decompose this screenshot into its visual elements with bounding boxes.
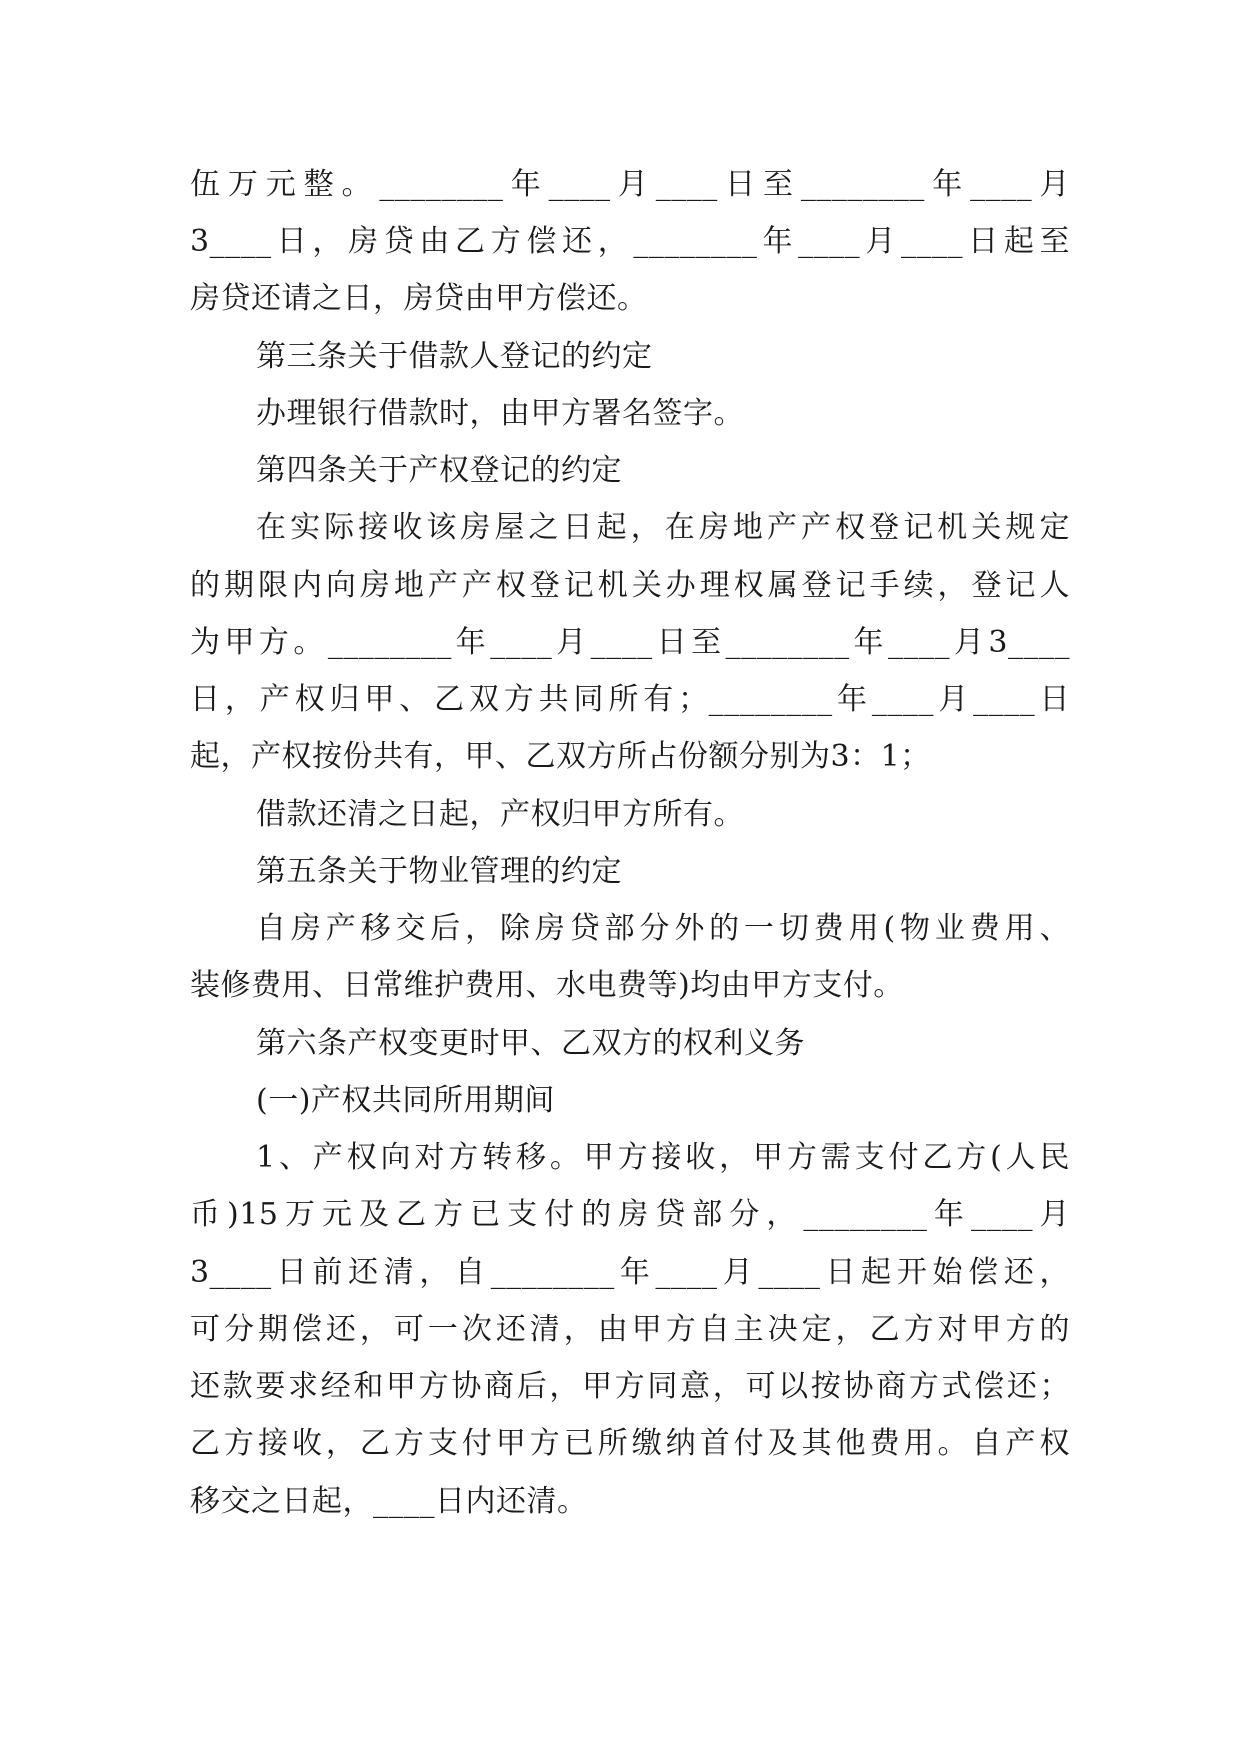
text-line: 起，产权按份共有，甲、乙双方所占份额分别为3：1； xyxy=(190,739,931,774)
text-line: 1、产权向对方转移。甲方接收，甲方需支付乙方(人民 xyxy=(256,1140,1070,1175)
text-line: 日，产权归甲、乙双方共同所有；________年____月____日 xyxy=(190,682,1070,717)
text-line: 3____日前还清，自________年____月____日起开始偿还， xyxy=(190,1255,1070,1290)
text-line: 自房产移交后，除房贷部分外的一切费用(物业费用、 xyxy=(256,911,1070,946)
text-line: 可分期偿还，可一次还清，由甲方自主决定，乙方对甲方的 xyxy=(190,1312,1070,1347)
text-line: 装修费用、日常维护费用、水电费等)均由甲方支付。 xyxy=(190,968,904,1003)
text-line: 币)15万元及乙方已支付的房贷部分，________年____月 xyxy=(190,1197,1070,1232)
text-line: 办理银行借款时，由甲方署名签字。 xyxy=(256,396,744,431)
text-line: 乙方接收，乙方支付甲方已所缴纳首付及其他费用。自产权 xyxy=(190,1426,1070,1461)
section-heading-3: 第三条关于借款人登记的约定 xyxy=(256,339,653,374)
text-line: 3____日，房贷由乙方偿还，________年____月____日起至 xyxy=(190,224,1070,259)
section-heading-5: 第五条关于物业管理的约定 xyxy=(256,854,622,889)
text-line: 还款要求经和甲方协商后，甲方同意，可以按协商方式偿还； xyxy=(190,1369,1070,1404)
text-line: 为甲方。________年____月____日至________年____月3____ xyxy=(190,625,1070,660)
section-heading-4: 第四条关于产权登记的约定 xyxy=(256,453,622,488)
text-line: 伍万元整。________年____月____日至________年____月 xyxy=(190,167,1070,202)
text-line: 房贷还请之日，房贷由甲方偿还。 xyxy=(190,281,648,316)
text-line: 借款还清之日起，产权归甲方所有。 xyxy=(256,797,744,832)
subsection-heading: (一)产权共同所用期间 xyxy=(256,1083,555,1118)
text-line: 的期限内向房地产产权登记机关办理权属登记手续，登记人 xyxy=(190,568,1070,603)
text-line: 在实际接收该房屋之日起，在房地产产权登记机关规定 xyxy=(256,510,1070,545)
text-line: 移交之日起，____日内还清。 xyxy=(190,1484,588,1519)
section-heading-6: 第六条产权变更时甲、乙双方的权利义务 xyxy=(256,1026,805,1061)
